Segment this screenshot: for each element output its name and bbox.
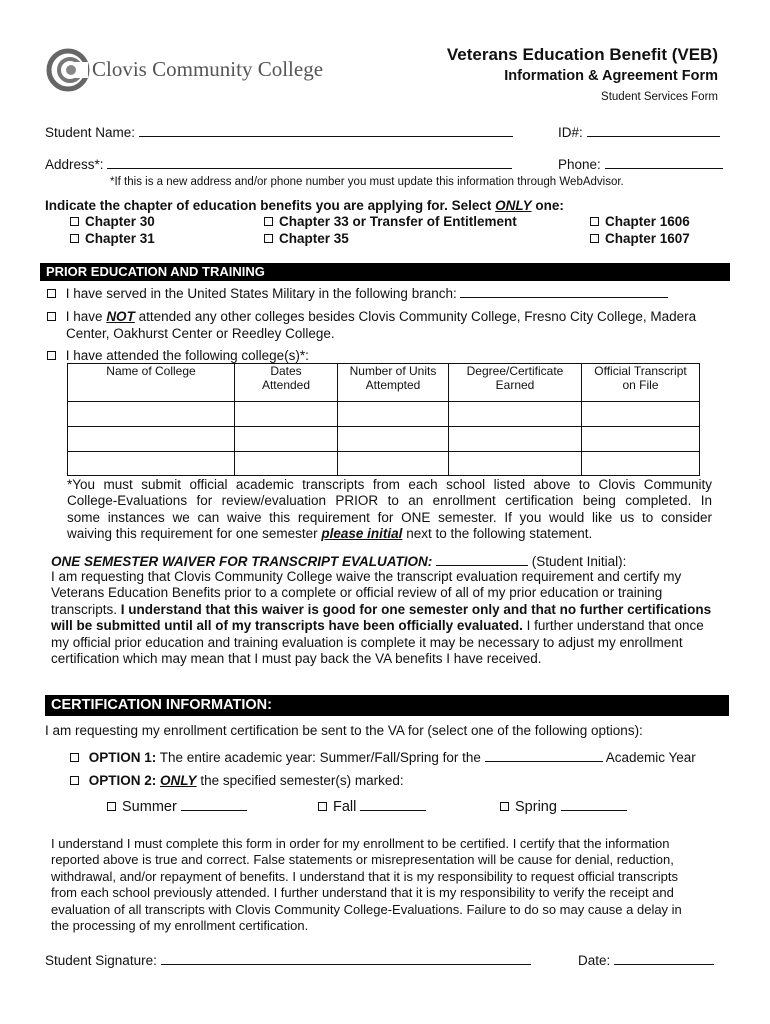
- student-id-row: [558, 123, 720, 140]
- chapter-prompt: Indicate the chapter of education benefits you are applying for. Select ONLY one:: [45, 198, 564, 213]
- student-initial-label: (Student Initial):: [531, 554, 627, 569]
- waiver-title: ONE SEMESTER WAIVER FOR TRANSCRIPT EVALUATION:: [51, 554, 433, 569]
- military-branch-field[interactable]: [460, 284, 668, 298]
- chapter-option-30[interactable]: Chapter 30: [70, 214, 155, 229]
- fall-field[interactable]: [360, 797, 426, 811]
- college-logo: [46, 48, 324, 92]
- table-header-row: [68, 364, 700, 402]
- checkbox-icon[interactable]: [318, 802, 327, 811]
- checkbox-icon[interactable]: [590, 217, 599, 226]
- checkbox-icon[interactable]: [264, 234, 273, 243]
- chapter-option-31[interactable]: Chapter 31: [70, 231, 155, 246]
- chapter-option-33[interactable]: Chapter 33 or Transfer of Entitlement: [264, 214, 517, 229]
- col-name-of-college: Name of College: [68, 364, 235, 402]
- logo-mark-icon: [46, 48, 90, 92]
- phone-field[interactable]: [605, 155, 723, 169]
- address-note: *If this is a new address and/or phone number you must update this information through WebAdvisor.: [110, 176, 624, 188]
- checkbox-icon[interactable]: [70, 753, 79, 762]
- college-name: Clovis Community College: [92, 57, 324, 81]
- checkbox-icon[interactable]: [264, 217, 273, 226]
- student-name-row: [45, 123, 513, 140]
- checkbox-icon[interactable]: [590, 234, 599, 243]
- student-name-field[interactable]: [139, 123, 513, 137]
- semester-fall[interactable]: Fall: [318, 797, 426, 815]
- table-row[interactable]: [68, 452, 700, 476]
- checkbox-icon[interactable]: [47, 289, 56, 298]
- col-dates-attended: Dates Attended: [235, 364, 338, 402]
- transcript-note: *You must submit official academic transcripts from each school listed above to Clovis Community College-Evaluations for review/evaluation PRIOR to an enrollment certification being completed. In some instances we can waive this requirement for ONE semester. If you would like us to consider waiving this requirement for one semester please initial next to the following statement.: [67, 477, 712, 541]
- student-name-label: Student Name:: [45, 125, 136, 140]
- prior-education-heading: PRIOR EDUCATION AND TRAINING: [40, 263, 730, 281]
- chapter-option-1606[interactable]: Chapter 1606: [590, 214, 690, 229]
- student-id-field[interactable]: [587, 123, 720, 137]
- address-field[interactable]: [107, 155, 512, 169]
- date-label: Date:: [578, 953, 611, 968]
- option-2-row[interactable]: OPTION 2: ONLY the specified semester(s) marked:: [70, 773, 404, 788]
- chapter-option-35[interactable]: Chapter 35: [264, 231, 349, 246]
- form-title: Veterans Education Benefit (VEB): [446, 45, 718, 64]
- waiver-title-row: [51, 552, 626, 569]
- waiver-text: I am requesting that Clovis Community College waive the transcript evaluation requirement and certify my Veterans Education Benefits prior to a complete or official review of all of my prior education or training transcripts. I understand that this waiver is good for one semester only and that no further certifications will be submitted until all of my transcripts have been officially evaluated. I further understand that once my official prior education and training evaluation is complete it may be necessary to adjust my enrollment certification which may mean that I must pay back the VA benefits I have received.: [51, 569, 712, 667]
- option-1-row[interactable]: OPTION 1: The entire academic year: Summer/Fall/Spring for the Academic Year: [70, 748, 696, 765]
- attended-row: I have attended the following college(s)*:: [47, 348, 309, 363]
- col-units-attempted: Number of Units Attempted: [338, 364, 449, 402]
- certification-heading: CERTIFICATION INFORMATION:: [45, 695, 729, 716]
- signature-row: [45, 951, 531, 968]
- semester-summer[interactable]: Summer: [107, 797, 247, 815]
- academic-year-field[interactable]: [485, 748, 603, 762]
- checkbox-icon[interactable]: [500, 802, 509, 811]
- signature-label: Student Signature:: [45, 953, 157, 968]
- checkbox-icon[interactable]: [47, 312, 56, 321]
- not-attended-row: I have NOT attended any other colleges besides Clovis Community College, Fresno City College, Madera Center, Oakhurst Center or Reedley College.: [47, 308, 696, 342]
- date-field[interactable]: [614, 951, 714, 965]
- phone-row: [558, 155, 723, 172]
- checkbox-icon[interactable]: [70, 217, 79, 226]
- date-row: [578, 951, 714, 968]
- agreement-text: I understand I must complete this form in order for my enrollment to be certified. I certify that the information reported above is true and correct. False statements or misrepresentation will be cause for denial, reduction, withdrawal, and/or repayment of benefits. I understand that it is my responsibility to request official transcripts from each school previously attended. I further understand that it is my responsibility to verify the receipt and evaluation of all transcripts with Clovis Community College-Evaluations. Failure to do so may cause a delay in the processing of my enrollment certification.: [51, 836, 682, 934]
- signature-field[interactable]: [161, 951, 531, 965]
- spring-field[interactable]: [561, 797, 627, 811]
- checkbox-icon[interactable]: [107, 802, 116, 811]
- certification-intro: I am requesting my enrollment certification be sent to the VA for (select one of the following options):: [45, 723, 643, 738]
- table-row[interactable]: [68, 402, 700, 427]
- checkbox-icon[interactable]: [70, 776, 79, 785]
- student-initial-field[interactable]: [436, 552, 528, 566]
- address-row: [45, 155, 512, 172]
- form-subtitle: Information & Agreement Form: [504, 68, 718, 84]
- form-type: Student Services Form: [601, 91, 718, 103]
- address-label: Address*:: [45, 157, 104, 172]
- military-branch-row: I have served in the United States Military in the following branch:: [47, 284, 668, 301]
- summer-field[interactable]: [181, 797, 247, 811]
- semester-spring[interactable]: Spring: [500, 797, 627, 815]
- student-id-label: ID#:: [558, 125, 583, 140]
- colleges-table: [67, 363, 700, 476]
- table-row[interactable]: [68, 427, 700, 452]
- checkbox-icon[interactable]: [47, 351, 56, 360]
- checkbox-icon[interactable]: [70, 234, 79, 243]
- phone-label: Phone:: [558, 157, 601, 172]
- col-transcript-on-file: Official Transcript on File: [582, 364, 700, 402]
- col-degree-earned: Degree/Certificate Earned: [449, 364, 582, 402]
- chapter-option-1607[interactable]: Chapter 1607: [590, 231, 690, 246]
